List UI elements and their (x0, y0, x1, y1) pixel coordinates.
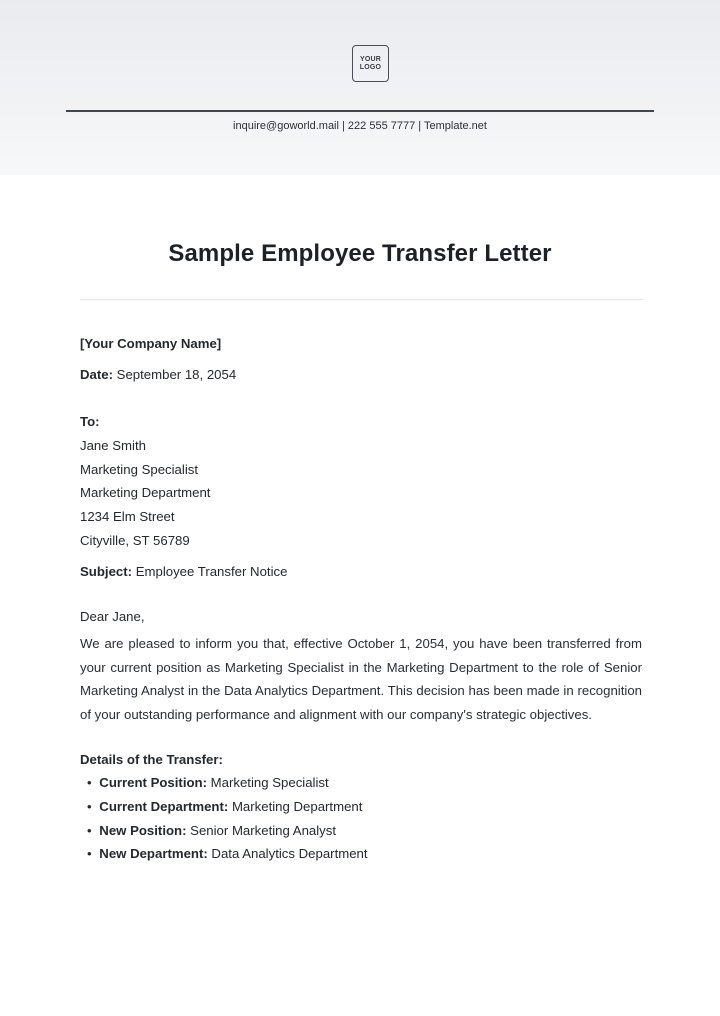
subject-label: Subject: (80, 563, 133, 579)
contact-info: inquire@goworld.mail | 222 555 7777 | Template.net (233, 120, 487, 132)
detail-value: Data Analytics Department (211, 846, 368, 862)
recipient-street: 1234 Elm Street (80, 509, 175, 525)
date-line (80, 366, 642, 390)
document-title: Sample Employee Transfer Letter (168, 240, 552, 267)
details-heading: Details of the Transfer: (80, 751, 223, 767)
recipient-city: Cityville, ST 56789 (80, 532, 190, 548)
letter-body (80, 335, 642, 869)
recipient-title: Marketing Specialist (80, 461, 199, 477)
date-value: September 18, 2054 (116, 366, 237, 382)
letterhead (0, 0, 720, 175)
company-logo: YOUR LOGO (352, 45, 389, 82)
recipient-name: Jane Smith (80, 438, 146, 454)
detail-label: Current Department: (99, 799, 229, 815)
detail-value: Marketing Specialist (210, 775, 329, 791)
detail-label: Current Position: (99, 775, 207, 791)
date-label: Date: (80, 366, 113, 382)
subject-line (80, 563, 642, 587)
list-item (80, 798, 642, 822)
letterhead-divider (66, 110, 654, 112)
list-item (80, 822, 642, 846)
detail-value: Marketing Department (231, 799, 363, 815)
recipient-department: Marketing Department (80, 485, 211, 501)
list-item (80, 774, 642, 798)
subject-value: Employee Transfer Notice (135, 563, 288, 579)
detail-label: New Position: (99, 822, 187, 838)
list-item (80, 845, 642, 869)
detail-value: Senior Marketing Analyst (190, 822, 337, 838)
details-list (80, 774, 642, 869)
detail-label: New Department: (99, 846, 208, 862)
body-paragraph: We are pleased to inform you that, effective October 1, 2054, you have been transferred from your current position as Marketing Specialist in the Marketing Department to the role of Senior Marketing Analyst in the Data Analytics Department. This decision has been made in recognition of your outstanding performance and alignment with our company's strategic objectives. (80, 635, 642, 722)
title-divider (80, 299, 643, 300)
company-name: [Your Company Name] (80, 336, 222, 351)
to-label: To: (80, 414, 100, 430)
salutation: Dear Jane, (80, 609, 145, 625)
